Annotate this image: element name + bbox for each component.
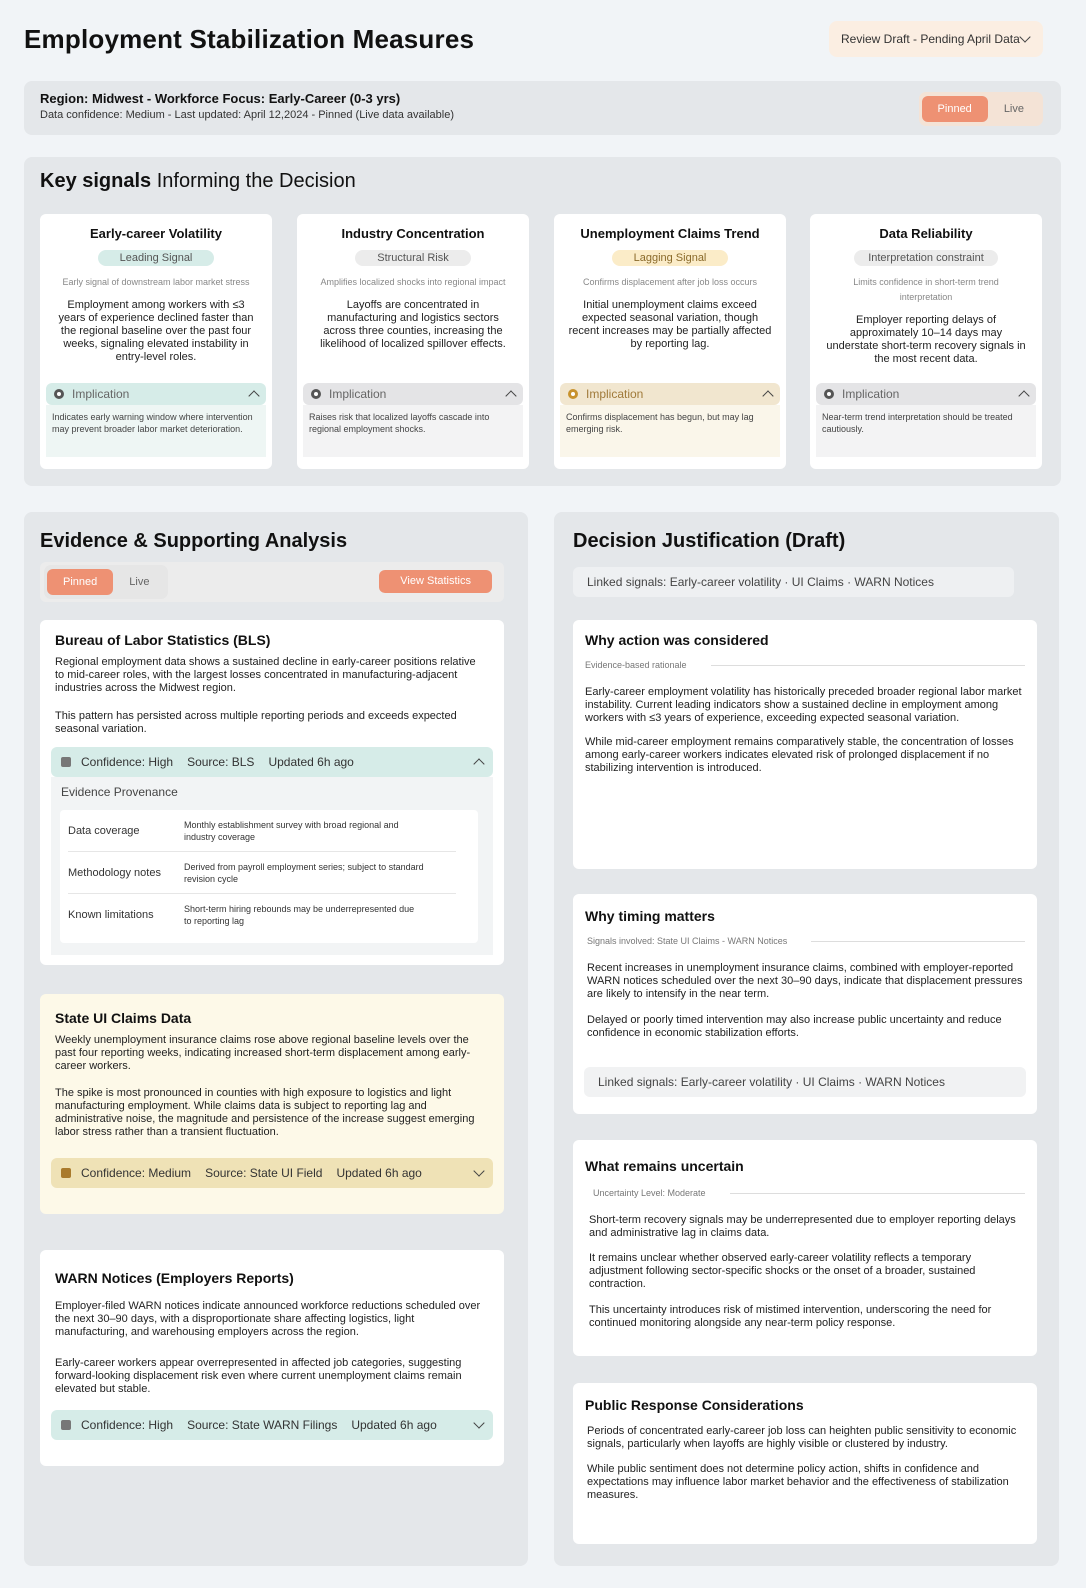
provenance-row — [68, 810, 456, 852]
bls-provenance — [51, 777, 493, 955]
implication-label: Implication — [842, 387, 900, 401]
live-toggle[interactable]: Live — [1003, 103, 1024, 115]
implication-dot-icon — [568, 389, 578, 399]
signal-badge: Lagging Signal — [612, 250, 729, 266]
signal-title: Early-career Volatility — [90, 226, 222, 241]
why-action-paragraph-2: While mid-career employment remains comparatively stable, the concentration of losses among early-career workers indicates elevated risk of prolonged displacement if no stabilizing intervention is introduced. — [585, 736, 1014, 774]
signal-body: Layoffs are concentrated in manufacturing and logistics sectors across three counties, increasing the likelihood of localized spillover effects. — [320, 299, 506, 350]
implication-label: Implication — [329, 387, 387, 401]
justification-title: Decision Justification (Draft) — [573, 530, 846, 552]
ui-claims-paragraph-2: The spike is most pronounced in counties with high exposure to logistics and light manufacturing employment. While claims data is subject to reporting lag and administrative noise, the magnitude and persistence of the increase suggest emerging labor stress rather than a transient fluctuation. — [55, 1087, 475, 1138]
signal-subtitle: Amplifies localized shocks into regional impact — [320, 277, 506, 287]
bls-confidence: Confidence: High — [81, 755, 174, 769]
linked-signals: Linked signals: Early-career volatility · UI Claims · WARN Notices — [573, 567, 1014, 597]
ui-claims-confidence-bar[interactable] — [51, 1158, 493, 1188]
implication-toggle[interactable] — [46, 383, 266, 405]
timing-title: Why timing matters — [585, 908, 715, 924]
why-action-subtitle-text: Evidence-based rationale — [585, 660, 687, 670]
bls-source: Source: BLS — [187, 755, 255, 769]
bls-paragraph-1: Regional employment data shows a sustained decline in early-career positions relative to mid-career roles, with the largest losses concentrated in manufacturing-adjacent industries across the Midwest region. — [55, 656, 476, 694]
why-action-card — [573, 620, 1037, 869]
provenance-row — [68, 894, 456, 936]
confidence-square-icon — [61, 1420, 71, 1430]
why-action-paragraph-1: Early-career employment volatility has historically preceded broader regional labor market instability. Current leading indicators show a sustained decline in employment among workers with ≤3 years of experience, exceeding expected seasonal variation. — [585, 686, 1022, 724]
timing-linked-signals: Linked signals: Early-career volatility · UI Claims · WARN Notices — [584, 1067, 1026, 1097]
signal-title: Data Reliability — [879, 226, 973, 241]
draft-status-select[interactable] — [829, 21, 1043, 57]
chevron-up-icon — [1018, 390, 1029, 401]
public-response-title: Public Response Considerations — [585, 1397, 804, 1413]
implication-dot-icon — [54, 389, 64, 399]
data-mode-toggle — [919, 92, 1043, 126]
region-title: Region: Midwest - Workforce Focus: Early-Career (0-3 yrs) — [40, 91, 401, 106]
implication-text: Confirms displacement has begun, but may lag emerging risk. — [560, 405, 780, 457]
uncertain-paragraph-1: Short-term recovery signals may be underrepresented due to employer reporting delays and administrative lag in claims data. — [589, 1214, 1016, 1239]
signal-badge: Leading Signal — [98, 250, 215, 266]
timing-card — [573, 894, 1037, 1114]
signal-card-reliability — [810, 214, 1042, 469]
public-response-paragraph-1: Periods of concentrated early-career job loss can heighten public sensitivity to economic signals, particularly when layoffs are highly visible or clustered by industry. — [587, 1425, 1017, 1450]
implication-label: Implication — [586, 387, 644, 401]
implication-toggle[interactable] — [303, 383, 523, 405]
signal-body: Employment among workers with ≤3 years of experience declined faster than the regional baseline over the past four weeks, signaling elevated instability in entry-level roles. — [58, 299, 254, 363]
signal-card-industry — [297, 214, 529, 469]
signal-card-volatility — [40, 214, 272, 469]
warn-paragraph-1: Employer-filed WARN notices indicate announced workforce reductions scheduled over the next 30–90 days, with a disproportionate share affecting logistics, light manufacturing, and warehousing employers across the region. — [55, 1300, 481, 1338]
uncertain-subtitle — [593, 1188, 1025, 1198]
confidence-square-icon — [61, 757, 71, 767]
timing-paragraph-2: Delayed or poorly timed intervention may also increase public uncertainty and reduce confidence in economic stabilization efforts. — [587, 1014, 1002, 1039]
page-title: Employment Stabilization Measures — [24, 24, 475, 54]
signal-body: Employer reporting delays of approximately 10–14 days may understate short-term recovery signals in the most recent data. — [826, 314, 1026, 365]
divider — [811, 941, 1025, 942]
implication-dot-icon — [824, 389, 834, 399]
why-action-subtitle — [585, 660, 1025, 670]
uncertain-subtitle-text: Uncertainty Level: Moderate — [593, 1188, 706, 1198]
warn-card — [40, 1250, 504, 1466]
ui-claims-card — [40, 994, 504, 1214]
signal-badge: Interpretation constraint — [854, 250, 998, 266]
key-signals-title — [40, 170, 356, 193]
evidence-mode-toggle — [44, 565, 168, 599]
why-action-title: Why action was considered — [585, 632, 769, 648]
provenance-row — [68, 852, 456, 894]
public-response-card — [573, 1383, 1037, 1544]
signal-title: Industry Concentration — [341, 226, 485, 241]
implication-text: Indicates early warning window where intervention may prevent broader labor market deterioration. — [46, 405, 266, 457]
implication-text: Raises risk that localized layoffs cascade into regional employment shocks. — [303, 405, 523, 457]
timing-paragraph-1: Recent increases in unemployment insurance claims, combined with employer-reported WARN notices scheduled over the next 30–90 days, indicate that displacement pressures are likely to intensify in the near term. — [587, 962, 1023, 1000]
evidence-toolbar — [40, 562, 504, 602]
chevron-down-icon — [473, 1165, 484, 1176]
pinned-toggle[interactable]: Pinned — [922, 96, 988, 122]
evidence-pinned-toggle[interactable]: Pinned — [47, 569, 113, 595]
provenance-title: Evidence Provenance — [61, 785, 178, 799]
provenance-value: Short-term hiring rebounds may be underrepresented due to reporting lag — [184, 904, 415, 926]
bls-confidence-bar[interactable] — [51, 747, 493, 777]
signal-subtitle: Early signal of downstream labor market stress — [62, 277, 250, 287]
implication-toggle[interactable] — [560, 383, 780, 405]
divider — [730, 1193, 1025, 1194]
evidence-live-toggle[interactable]: Live — [129, 576, 150, 588]
key-signals-title-rest: Informing the Decision — [151, 170, 356, 192]
ui-claims-title: State UI Claims Data — [55, 1010, 192, 1026]
ui-claims-updated: Updated 6h ago — [336, 1166, 422, 1180]
implication-label: Implication — [72, 387, 130, 401]
ui-claims-confidence: Confidence: Medium — [81, 1166, 192, 1180]
signal-title: Unemployment Claims Trend — [580, 226, 760, 241]
chevron-down-icon — [1019, 31, 1030, 42]
confidence-square-icon — [61, 1168, 71, 1178]
warn-updated: Updated 6h ago — [351, 1418, 437, 1432]
chevron-down-icon — [473, 1417, 484, 1428]
bls-card — [40, 620, 504, 965]
key-signals-title-bold: Key signals — [40, 170, 152, 192]
uncertain-card — [573, 1140, 1037, 1356]
uncertain-paragraph-3: This uncertainty introduces risk of mistimed intervention, underscoring the need for continued monitoring alongside any near-term policy response. — [589, 1304, 992, 1329]
provenance-value: Monthly establishment survey with broad regional and industry coverage — [184, 819, 399, 842]
warn-confidence: Confidence: High — [81, 1418, 174, 1432]
evidence-title: Evidence & Supporting Analysis — [40, 530, 348, 552]
provenance-key: Methodology notes — [68, 866, 161, 879]
uncertain-paragraph-2: It remains unclear whether observed early-career volatility reflects a temporary adjustment following sector-specific shocks or the onset of a broader, sustained contraction. — [589, 1252, 976, 1290]
warn-title: WARN Notices (Employers Reports) — [55, 1270, 294, 1286]
implication-dot-icon — [311, 389, 321, 399]
timing-subtitle — [587, 936, 1025, 946]
signal-subtitle: Limits confidence in short-term trend interpretation — [853, 277, 999, 302]
chevron-up-icon — [505, 390, 516, 401]
warn-paragraph-2: Early-career workers appear overrepresented in affected job categories, suggesting forward-looking displacement risk even where current unemployment claims remain elevated but stable. — [55, 1357, 462, 1395]
warn-source: Source: State WARN Filings — [187, 1418, 338, 1432]
public-response-paragraph-2: While public sentiment does not determine policy action, shifts in confidence and expectations may influence labor market behavior and the effectiveness of stabilization measures. — [587, 1463, 1009, 1501]
view-statistics-button[interactable]: View Statistics — [379, 570, 492, 593]
implication-toggle[interactable] — [816, 383, 1036, 405]
timing-subtitle-text: Signals involved: State UI Claims - WARN Notices — [587, 936, 788, 946]
chevron-up-icon — [762, 390, 773, 401]
signal-card-claims — [554, 214, 786, 469]
provenance-key: Known limitations — [68, 909, 154, 921]
provenance-value: Derived from payroll employment series; subject to standard revision cycle — [184, 861, 424, 884]
bls-paragraph-2: This pattern has persisted across multiple reporting periods and exceeds expected seasonal variation. — [55, 710, 457, 735]
divider — [711, 665, 1025, 666]
signal-subtitle: Confirms displacement after job loss occurs — [582, 277, 758, 287]
signal-badge: Structural Risk — [355, 250, 471, 266]
region-subtitle: Data confidence: Medium - Last updated: April 12,2024 - Pinned (Live data available) — [40, 109, 454, 121]
provenance-key: Data coverage — [68, 824, 140, 837]
signal-body: Initial unemployment claims exceed expected seasonal variation, though recent increases may be partially affected by reporting lag. — [568, 299, 772, 350]
draft-status-label: Review Draft - Pending April Data — [841, 32, 1020, 46]
bls-title: Bureau of Labor Statistics (BLS) — [55, 632, 271, 648]
uncertain-title: What remains uncertain — [585, 1158, 744, 1174]
warn-confidence-bar[interactable] — [51, 1410, 493, 1440]
chevron-up-icon — [473, 758, 484, 769]
bls-updated: Updated 6h ago — [268, 755, 354, 769]
ui-claims-source: Source: State UI Field — [205, 1166, 323, 1180]
ui-claims-paragraph-1: Weekly unemployment insurance claims rose above regional baseline levels over the past four reporting weeks, indicating increased short-term displacement among early-career workers. — [55, 1034, 471, 1072]
provenance-table — [60, 810, 478, 943]
chevron-up-icon — [248, 390, 259, 401]
region-bar — [24, 81, 1061, 135]
implication-text: Near-term trend interpretation should be treated cautiously. — [816, 405, 1036, 457]
